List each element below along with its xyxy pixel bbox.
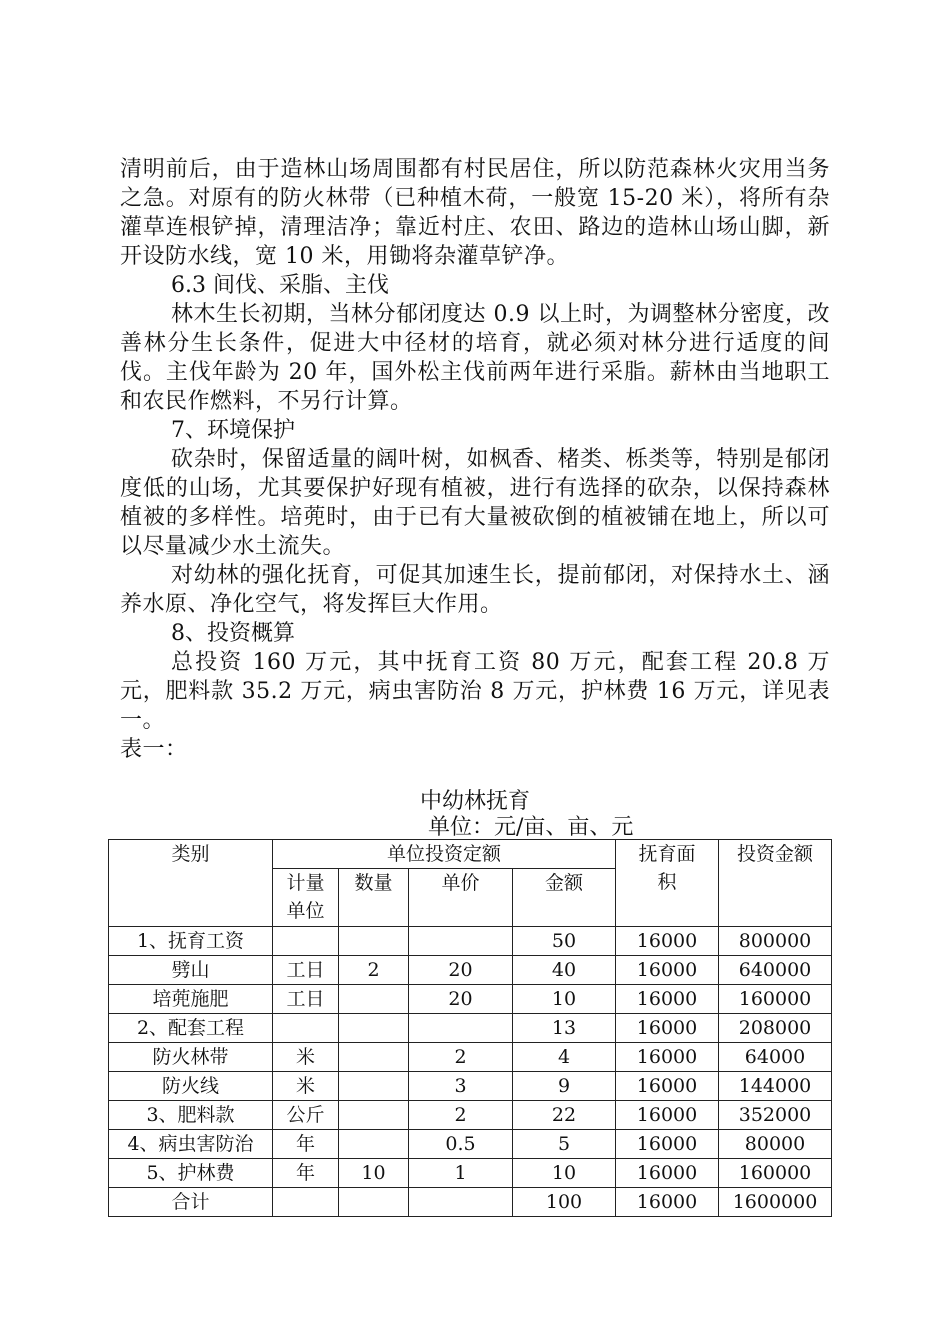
header-amount: 金额 bbox=[513, 869, 616, 927]
cell-unit-price: 2 bbox=[409, 1101, 513, 1130]
cell-amount: 10 bbox=[513, 985, 616, 1014]
table-row bbox=[109, 1043, 832, 1072]
cell-unit-price bbox=[409, 1014, 513, 1043]
cell-investment: 80000 bbox=[719, 1130, 832, 1159]
cell-investment: 160000 bbox=[719, 985, 832, 1014]
document-body bbox=[120, 155, 830, 764]
cell-investment: 352000 bbox=[719, 1101, 832, 1130]
table-row bbox=[109, 1072, 832, 1101]
cell-amount: 5 bbox=[513, 1130, 616, 1159]
cell-investment: 64000 bbox=[719, 1043, 832, 1072]
cell-amount: 22 bbox=[513, 1101, 616, 1130]
cell-investment: 640000 bbox=[719, 956, 832, 985]
cell-investment: 800000 bbox=[719, 927, 832, 956]
table-row bbox=[109, 985, 832, 1014]
table-unit: 单位：元/亩、亩、元 bbox=[428, 815, 634, 840]
cell-quantity bbox=[339, 1188, 409, 1217]
header-area: 抚育面积 bbox=[616, 840, 719, 927]
cell-investment: 160000 bbox=[719, 1159, 832, 1188]
cell-area: 16000 bbox=[616, 1101, 719, 1130]
cell-quantity bbox=[339, 1130, 409, 1159]
table-row bbox=[109, 1101, 832, 1130]
cell-measure-unit bbox=[273, 927, 339, 956]
cell-category: 2、配套工程 bbox=[109, 1014, 273, 1043]
table-header-row bbox=[109, 840, 832, 869]
cell-area: 16000 bbox=[616, 1014, 719, 1043]
cell-measure-unit: 年 bbox=[273, 1159, 339, 1188]
cell-amount: 4 bbox=[513, 1043, 616, 1072]
cell-amount: 100 bbox=[513, 1188, 616, 1217]
cell-category: 防火林带 bbox=[109, 1043, 273, 1072]
cell-unit-price: 1 bbox=[409, 1159, 513, 1188]
table-row bbox=[109, 1130, 832, 1159]
cell-unit-price: 3 bbox=[409, 1072, 513, 1101]
paragraph-thinning: 林木生长初期，当林分郁闭度达 0.9 以上时，为调整林分密度，改善林分生长条件，促进大中径材的培育，就必须对林分进行适度的间伐。主伐年龄为 20 年，国外松主伐前两年进行采脂。薪林由当地职工和农民作燃料，不另行计算。 bbox=[120, 302, 830, 414]
cell-investment: 144000 bbox=[719, 1072, 832, 1101]
paragraph-investment: 总投资 160 万元，其中抚育工资 80 万元，配套工程 20.8 万元，肥料款 35.2 万元，病虫害防治 8 万元，护林费 16 万元，详见表一。 bbox=[120, 650, 830, 733]
cell-area: 16000 bbox=[616, 985, 719, 1014]
paragraph-tending-effect: 对幼林的强化抚育，可促其加速生长，提前郁闭，对保持水土、涵养水原、净化空气，将发挥巨大作用。 bbox=[120, 563, 830, 617]
cell-measure-unit bbox=[273, 1014, 339, 1043]
header-unit-price: 单价 bbox=[409, 869, 513, 927]
table-row bbox=[109, 1159, 832, 1188]
cell-category: 劈山 bbox=[109, 956, 273, 985]
cell-unit-price bbox=[409, 1188, 513, 1217]
header-category: 类别 bbox=[109, 840, 273, 927]
table-label: 表一： bbox=[120, 737, 188, 762]
cell-category: 4、病虫害防治 bbox=[109, 1130, 273, 1159]
cell-area: 16000 bbox=[616, 1159, 719, 1188]
header-quantity: 数量 bbox=[339, 869, 409, 927]
cell-unit-price: 2 bbox=[409, 1043, 513, 1072]
paragraph-environment: 砍杂时，保留适量的阔叶树，如枫香、楮类、栎类等，特别是郁闭度低的山场，尤其要保护好现有植被，进行有选择的砍杂，以保持森林植被的多样性。培蔸时，由于已有大量被砍倒的植被铺在地上，所以可以尽量减少水土流失。 bbox=[120, 447, 830, 559]
header-investment: 投资金额 bbox=[719, 840, 832, 927]
table-row bbox=[109, 956, 832, 985]
cell-unit-price: 0.5 bbox=[409, 1130, 513, 1159]
cell-area: 16000 bbox=[616, 956, 719, 985]
table-row bbox=[109, 1014, 832, 1043]
cell-category: 防火线 bbox=[109, 1072, 273, 1101]
cell-unit-price: 20 bbox=[409, 956, 513, 985]
cell-quantity: 2 bbox=[339, 956, 409, 985]
cell-measure-unit: 公斤 bbox=[273, 1101, 339, 1130]
cell-quantity bbox=[339, 1072, 409, 1101]
cell-amount: 9 bbox=[513, 1072, 616, 1101]
heading-investment: 8、投资概算 bbox=[171, 621, 295, 646]
cell-investment: 1600000 bbox=[719, 1188, 832, 1217]
cell-area: 16000 bbox=[616, 1188, 719, 1217]
heading-environment: 7、环境保护 bbox=[171, 418, 295, 443]
cell-measure-unit: 年 bbox=[273, 1130, 339, 1159]
table-title: 中幼林抚育 bbox=[419, 789, 530, 814]
cell-unit-price bbox=[409, 927, 513, 956]
cell-category: 培蔸施肥 bbox=[109, 985, 273, 1014]
cell-measure-unit bbox=[273, 1188, 339, 1217]
table-row bbox=[109, 1188, 832, 1217]
heading-thinning: 6.3 间伐、采脂、主伐 bbox=[171, 273, 389, 298]
header-unit-quota: 单位投资定额 bbox=[273, 840, 616, 869]
cell-measure-unit: 工日 bbox=[273, 956, 339, 985]
cell-area: 16000 bbox=[616, 927, 719, 956]
cell-quantity: 10 bbox=[339, 1159, 409, 1188]
paragraph-fire-prevention: 清明前后，由于造林山场周围都有村民居住，所以防范森林火灾用当务之急。对原有的防火林带（已种植木荷，一般宽 15-20 米），将所有杂灌草连根铲掉，清理洁净；靠近村庄、农田、路边的造林山场山脚，新开设防水线，宽 10 米，用锄将杂灌草铲净。 bbox=[120, 157, 830, 269]
cell-category: 1、抚育工资 bbox=[109, 927, 273, 956]
cell-unit-price: 20 bbox=[409, 985, 513, 1014]
cell-amount: 13 bbox=[513, 1014, 616, 1043]
cell-amount: 50 bbox=[513, 927, 616, 956]
cell-category: 5、护林费 bbox=[109, 1159, 273, 1188]
header-measure-unit: 计量单位 bbox=[273, 869, 339, 927]
cell-measure-unit: 米 bbox=[273, 1043, 339, 1072]
cell-area: 16000 bbox=[616, 1043, 719, 1072]
cell-category: 合计 bbox=[109, 1188, 273, 1217]
cell-category: 3、肥料款 bbox=[109, 1101, 273, 1130]
cell-quantity bbox=[339, 1043, 409, 1072]
cell-measure-unit: 工日 bbox=[273, 985, 339, 1014]
cell-quantity bbox=[339, 985, 409, 1014]
cell-investment: 208000 bbox=[719, 1014, 832, 1043]
cell-measure-unit: 米 bbox=[273, 1072, 339, 1101]
cell-area: 16000 bbox=[616, 1072, 719, 1101]
cell-amount: 40 bbox=[513, 956, 616, 985]
cell-area: 16000 bbox=[616, 1130, 719, 1159]
cell-quantity bbox=[339, 927, 409, 956]
investment-table bbox=[108, 839, 832, 1217]
table-row bbox=[109, 927, 832, 956]
cell-amount: 10 bbox=[513, 1159, 616, 1188]
cell-quantity bbox=[339, 1014, 409, 1043]
cell-quantity bbox=[339, 1101, 409, 1130]
